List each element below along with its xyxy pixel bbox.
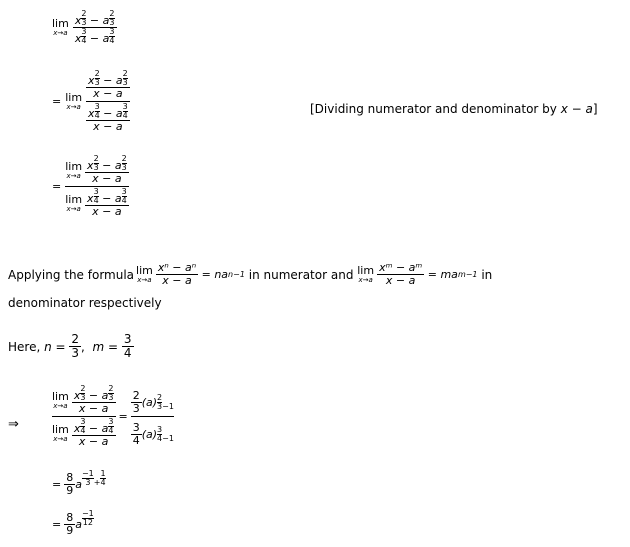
dividing-note: [Dividing numerator and denominator by x − a] — [310, 102, 598, 116]
step5-expression: = $\frac{8}{9}$ a $\frac{-1}{3}$ + $\frac{1}{4}$ — [52, 469, 106, 498]
step1-expression — [52, 10, 117, 45]
numerator: x $\frac{2}{3}$ − a $\frac{2}{3}$ — [74, 9, 115, 27]
ratio-of-limits: lim x→a x $\frac{2}{3}$ − a $\frac{2}{3}$ x − a lim x→a x $\frac{3}{4}$ − a $\frac{3}{4}$ x − a — [65, 154, 127, 219]
limit-operator: lim x→a — [65, 91, 83, 112]
implies-expression: lim x→a x $\frac{2}{3}$ − a $\frac{2}{3}$ x − a lim x→a x $\frac{3}{4}$ − a $\frac{3}{4}$ x − a = $\frac{2}{3}$ (a) $\frac{2}{3}$ −1 $\frac{3}{4}$ (a) $\frac{3}{4}$ −1 — [52, 384, 174, 449]
main-fraction — [73, 10, 117, 45]
here-values: Here, n = $\frac{2}{3}$ , m = $\frac{3}{4}$ — [8, 332, 132, 361]
denominator: x $\frac{3}{4}$ − a $\frac{3}{4}$ — [74, 27, 115, 45]
formula-sentence: Applying the formula lim x→a $\frac{\text{xⁿ − aⁿ}}{x - a}$ = na n−1 in numerator and lim x→a $\frac{\text{xᵐ − aᵐ}}{x - a}$ = ma m−1 in — [8, 261, 493, 288]
evaluated-ratio: $\frac{2}{3}$ (a) $\frac{2}{3}$ −1 $\frac{3}{4}$ (a) $\frac{3}{4}$ −1 — [132, 388, 174, 448]
step3-expression: = lim x→a x $\frac{2}{3}$ − a $\frac{2}{3}$ x − a lim x→a x $\frac{3}{4}$ − a $\frac{3}{4}$ x − a — [52, 154, 127, 219]
step6-result: = $\frac{8}{9}$ a $\frac{-1}{12}$ — [52, 509, 94, 538]
formula-sentence-line2: denominator respectively — [8, 296, 162, 310]
step2-expression: = lim x→a x $\frac{2}{3}$ − a $\frac{2}{3}$ x − a x $\frac{3}{4}$ − a $\frac{3}{4}$ x − a — [52, 69, 128, 134]
limit-operator: lim x→a — [52, 17, 69, 37]
implies-arrow-icon: ⇒ — [8, 417, 19, 432]
compound-fraction: x $\frac{2}{3}$ − a $\frac{2}{3}$ x − a x $\frac{3}{4}$ − a $\frac{3}{4}$ x − a — [88, 69, 128, 134]
